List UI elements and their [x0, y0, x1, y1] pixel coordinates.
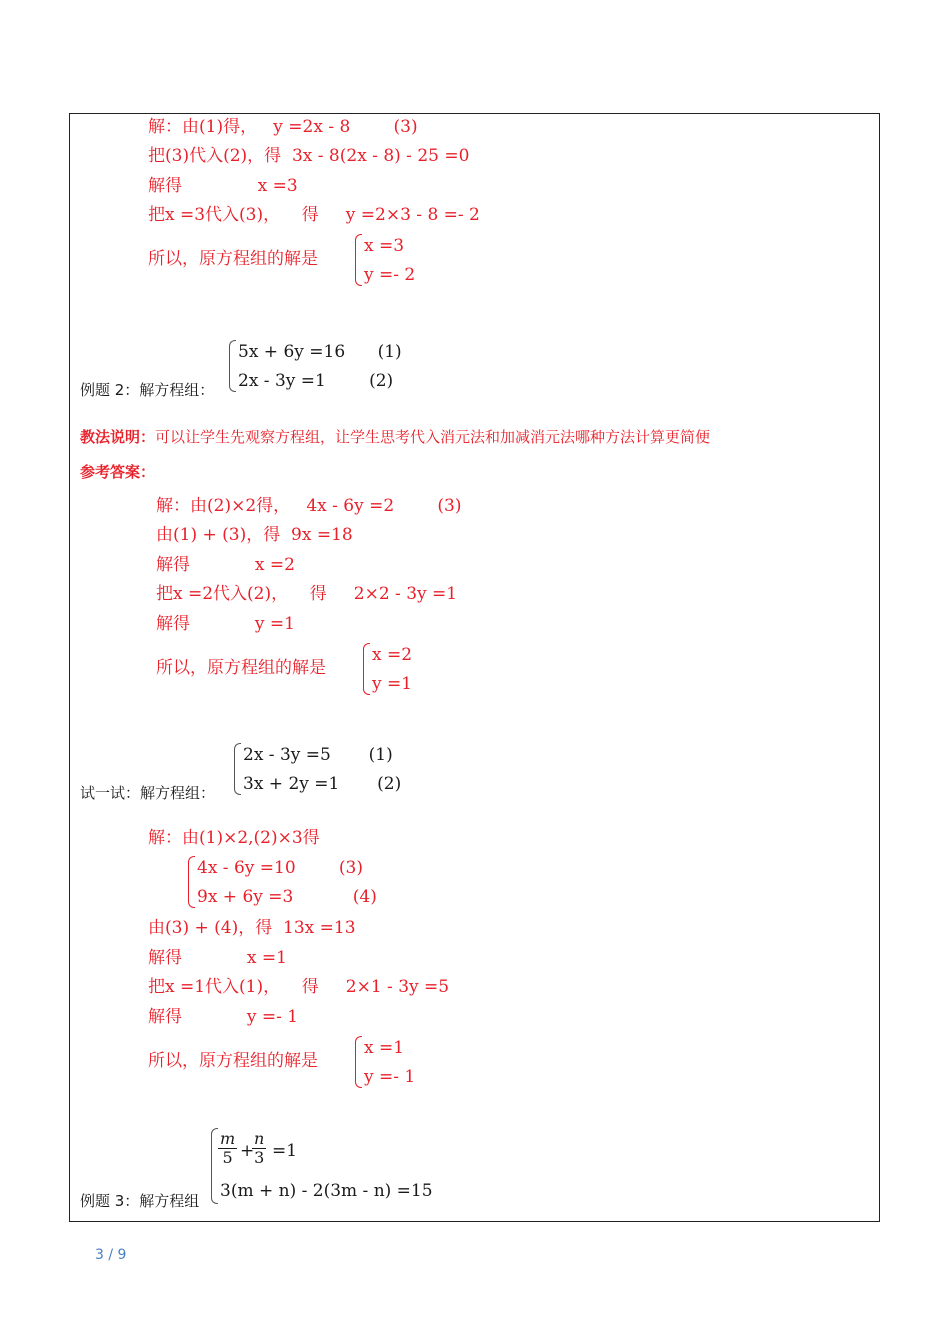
example-3-brace	[211, 1128, 218, 1204]
b1-line-3: 解得 x =3	[148, 176, 298, 196]
example-2-label: 例题 2：解方程组：	[80, 381, 215, 399]
b2-line-2: 由(1) + (3)，得 9x =18	[156, 525, 353, 545]
b2-conclusion: 所以，原方程组的解是	[156, 658, 326, 678]
b2-solution-y: y =1	[372, 674, 413, 694]
example-2-eq1: 5x + 6y =16 (1)	[238, 342, 402, 362]
b2-solution-x: x =2	[372, 645, 413, 665]
b3-line-2: 由(3) + (4)，得 13x =13	[148, 918, 356, 938]
teaching-note	[80, 428, 710, 446]
fraction-m-numerator: m	[220, 1129, 236, 1148]
b2-line-5: 解得 y =1	[156, 614, 295, 634]
page-number: 3 / 9	[95, 1247, 127, 1263]
teaching-note-title: 教法说明：	[80, 428, 156, 446]
b2-line-3: 解得 x =2	[156, 555, 295, 575]
teaching-note-text: 可以让学生先观察方程组，让学生思考代入消元法和加减消元法哪种方法计算更简便	[155, 428, 711, 446]
try-it-eq2: 3x + 2y =1 (2)	[243, 774, 402, 794]
fraction-m-denominator: 5	[222, 1148, 233, 1167]
b3-line-4: 把x =1代入(1)， 得 2×1 - 3y =5	[148, 977, 450, 997]
b1-line-1: 解：由(1)得， y =2x - 8 (3)	[148, 117, 418, 137]
b2-solution-brace	[363, 643, 370, 695]
b3-solution-x: x =1	[364, 1038, 405, 1058]
try-it-label: 试一试：解方程组：	[80, 784, 216, 802]
example-3-fraction-m5	[218, 1130, 237, 1167]
example-3-label: 例题 3：解方程组	[80, 1192, 200, 1210]
b1-conclusion: 所以，原方程组的解是	[148, 249, 318, 269]
b3-conclusion: 所以，原方程组的解是	[148, 1051, 318, 1071]
b3-solution-brace	[355, 1036, 362, 1088]
b1-line-2: 把(3)代入(2)，得 3x - 8(2x - 8) - 25 =0	[148, 146, 470, 166]
try-it-brace	[234, 743, 241, 795]
b3-line-3: 解得 x =1	[148, 948, 287, 968]
example-2-eq2: 2x - 3y =1 (2)	[238, 371, 394, 391]
b2-line-1: 解：由(2)×2得， 4x - 6y =2 (3)	[156, 496, 462, 516]
b3-line-1: 解：由(1)×2,(2)×3得	[148, 828, 320, 848]
b1-line-4: 把x =3代入(3)， 得 y =2×3 - 8 =- 2	[148, 205, 480, 225]
b2-line-4: 把x =2代入(2)， 得 2×2 - 3y =1	[156, 584, 458, 604]
example-3-plus: +	[240, 1141, 255, 1161]
b3-system-eq4: 9x + 6y =3 (4)	[197, 887, 377, 907]
fraction-n-numerator: n	[254, 1129, 265, 1148]
example-3-fraction-n3	[252, 1130, 266, 1167]
example-3-eq2: 3(m + n) - 2(3m - n) =15	[220, 1181, 433, 1201]
try-it-eq1: 2x - 3y =5 (1)	[243, 745, 393, 765]
b3-line-5: 解得 y =- 1	[148, 1007, 299, 1027]
answer-heading: 参考答案：	[80, 463, 156, 481]
b3-system-brace	[188, 856, 195, 908]
fraction-n-denominator: 3	[254, 1148, 265, 1167]
b1-solution-x: x =3	[364, 236, 405, 256]
b3-system-eq3: 4x - 6y =10 (3)	[197, 858, 363, 878]
b3-solution-y: y =- 1	[364, 1067, 416, 1087]
example-3-eq1-rhs: =1	[272, 1141, 298, 1161]
b1-solution-y: y =- 2	[364, 265, 416, 285]
b1-solution-brace	[355, 234, 362, 286]
example-2-brace	[229, 340, 236, 392]
